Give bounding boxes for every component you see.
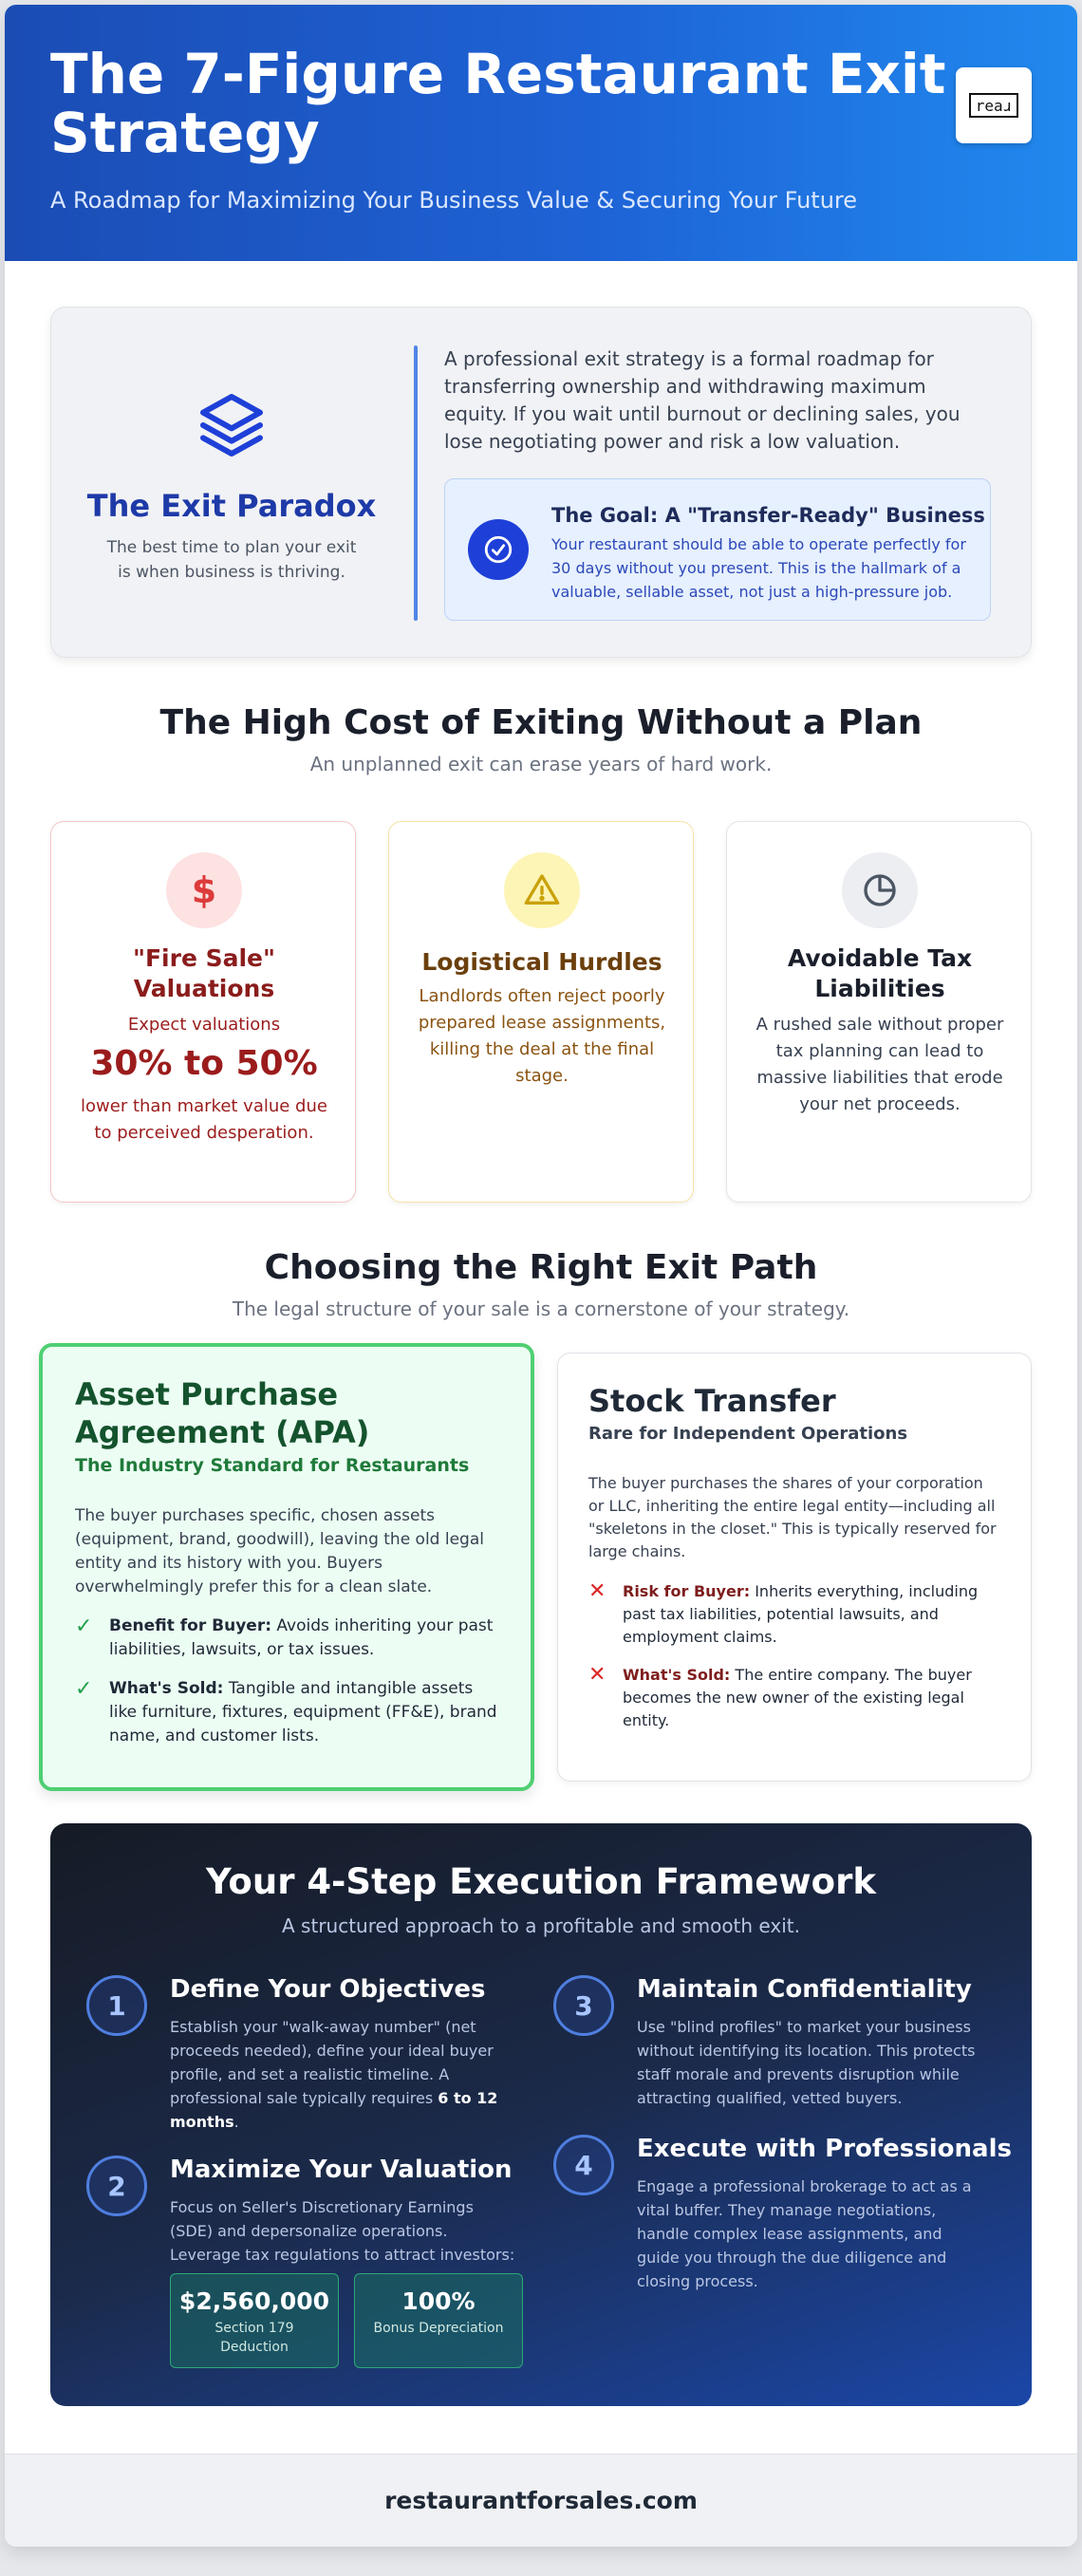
stat-section-179 — [170, 2273, 339, 2368]
x-icon: ✕ — [588, 1663, 606, 1687]
step-description: Establish your "walk-away number" (net proceeds needed), define your ideal buyer profile, and set a realistic timeline. A professional sale typically requires 6 to 12 months. — [170, 2018, 498, 2131]
apa-bullet — [75, 1615, 498, 1662]
check-icon: ✓ — [75, 1615, 93, 1638]
stock-bullet — [588, 1664, 1000, 1732]
apa-title: Asset Purchase Agreement (APA) — [75, 1376, 370, 1450]
layers-icon — [194, 387, 270, 463]
stock-bullet — [588, 1580, 1000, 1649]
page-subtitle: A Roadmap for Maximizing Your Business Value & Securing Your Future — [50, 187, 858, 214]
step-number: 1 — [86, 1975, 147, 2036]
apa-subtitle: The Industry Standard for Restaurants — [75, 1455, 470, 1476]
step-number: 4 — [553, 2135, 614, 2195]
logo — [956, 67, 1032, 143]
apa-bullet — [75, 1677, 498, 1748]
step-4 — [553, 2135, 1012, 2305]
goal-callout — [444, 478, 991, 621]
cost-card-text: lower than market value due to perceived desperation. — [81, 1096, 327, 1143]
bullet-text: Tangible and intangible assets like furniture, fixtures, equipment (FF&E), brand name, and customer lists. — [109, 1679, 497, 1745]
dollar-icon: $ — [166, 852, 242, 928]
step-title: Maintain Confidentiality — [637, 1975, 972, 2004]
paths-section-subtitle: The legal structure of your sale is a cornerstone of your strategy. — [232, 1297, 850, 1320]
cost-card-text: Landlords often reject poorly prepared lease assignments, killing the deal at the final stage. — [418, 986, 666, 1086]
cost-card-fire-sale — [50, 821, 356, 1203]
step-description: Focus on Seller's Discretionary Earnings (SDE) and depersonalize operations. Leverage tax regulations to attract investors: — [170, 2198, 515, 2264]
stock-title: Stock Transfer — [588, 1383, 836, 1419]
apa-description: The buyer purchases specific, chosen assets (equipment, brand, goodwill), leaving the old legal entity and its history with you. Buyers overwhelmingly prefer this for a clean slate. — [75, 1506, 484, 1596]
paradox-summary — [51, 308, 412, 659]
step-number: 2 — [86, 2156, 147, 2216]
step-1 — [86, 1975, 498, 2131]
stock-subtitle: Rare for Independent Operations — [588, 1424, 908, 1444]
cost-card-title: Logistical Hurdles — [421, 948, 662, 976]
step-title: Execute with Professionals — [637, 2135, 1012, 2163]
cost-card-lead: Expect valuations — [127, 1015, 281, 1035]
cost-section-title: The High Cost of Exiting Without a Plan — [159, 703, 923, 742]
framework-subtitle: A structured approach to a profitable and smooth exit. — [282, 1914, 800, 1937]
bullet-text: Avoids inheriting your past liabilities, lawsuits, or tax issues. — [109, 1616, 494, 1659]
execution-framework — [50, 1823, 1032, 2406]
x-icon: ✕ — [588, 1579, 606, 1603]
bullet-label: What's Sold: — [623, 1666, 731, 1684]
cost-card-text: A rushed sale without proper tax planning can lead to massive liabilities that erode your net proceeds. — [756, 1015, 1004, 1114]
pie-chart-icon — [842, 852, 918, 928]
cost-section-subtitle: An unplanned exit can erase years of hard work. — [309, 753, 773, 775]
infographic-page — [5, 5, 1077, 2547]
paths-section-title: Choosing the Right Exit Path — [264, 1248, 818, 1287]
paradox-title: The Exit Paradox — [86, 488, 377, 524]
goal-title: The Goal: A "Transfer-Ready" Business — [551, 504, 985, 527]
paradox-description: The best time to plan your exit is when business is thriving. — [106, 538, 357, 582]
step-3 — [553, 1975, 976, 2118]
stat-bonus-depreciation — [354, 2273, 523, 2368]
stock-card — [557, 1353, 1032, 1782]
page-title: The 7-Figure Restaurant Exit Strategy — [50, 42, 946, 165]
stat-label: Bonus Depreciation — [373, 2321, 504, 2336]
footer — [5, 2454, 1077, 2547]
stock-description: The buyer purchases the shares of your corporation or LLC, inheriting the entire legal entity—including all "skeletons in the closet." This is typically reserved for large chains. — [588, 1474, 997, 1560]
header — [5, 5, 1077, 261]
step-title: Maximize Your Valuation — [170, 2156, 513, 2184]
stat-value: 100% — [401, 2287, 476, 2315]
exit-paradox-panel — [50, 307, 1032, 658]
cost-card-title: "Fire Sale" Valuations — [132, 944, 276, 1002]
cost-card-tax — [726, 821, 1032, 1203]
bullet-label: What's Sold: — [109, 1679, 224, 1698]
paradox-text: A professional exit strategy is a formal roadmap for transferring ownership and withdrawing maximum equity. If you wait until burnout or declining sales, you lose negotiating power and risk a low valuation. — [444, 347, 961, 453]
cost-card-title: Avoidable Tax Liabilities — [787, 944, 973, 1002]
bullet-label: Benefit for Buyer: — [109, 1616, 271, 1635]
framework-title: Your 4-Step Execution Framework — [206, 1861, 876, 1902]
cost-card-stat: 30% to 50% — [90, 1044, 318, 1083]
step-description: Use "blind profiles" to market your business without identifying its location. This protects staff morale and prevents disruption while attracting qualified, vetted buyers. — [637, 2018, 976, 2107]
bullet-label: Risk for Buyer: — [623, 1582, 751, 1600]
step-title: Define Your Objectives — [170, 1975, 486, 2004]
stat-value: $2,560,000 — [178, 2287, 330, 2315]
step-number: 3 — [553, 1975, 614, 2036]
apa-card — [39, 1343, 534, 1791]
warning-icon — [504, 852, 580, 928]
check-icon: ✓ — [75, 1677, 93, 1701]
bullet-text: Inherits everything, including past tax liabilities, potential lawsuits, and employment claims. — [623, 1582, 979, 1646]
cost-card-logistics — [388, 821, 694, 1203]
step-description: Engage a professional brokerage to act as a vital buffer. They manage negotiations, handle complex lease assignments, and guide you through the due diligence and closing process. — [637, 2177, 972, 2290]
step-highlight: 6 to 12 months — [170, 2089, 498, 2131]
check-circle-icon — [468, 519, 529, 580]
logo-text: reaɹ — [969, 93, 1018, 118]
divider — [414, 345, 418, 621]
goal-description: Your restaurant should be able to operate perfectly for 30 days without you present. This is the hallmark of a valuable, sellable asset, not just a high-pressure job. — [551, 535, 966, 601]
stat-label: Section 179 Deduction — [215, 2321, 294, 2355]
footer-website[interactable]: restaurantforsales.com — [384, 2487, 698, 2514]
bullet-text: The entire company. The buyer becomes the new owner of the existing legal entity. — [623, 1666, 972, 1729]
